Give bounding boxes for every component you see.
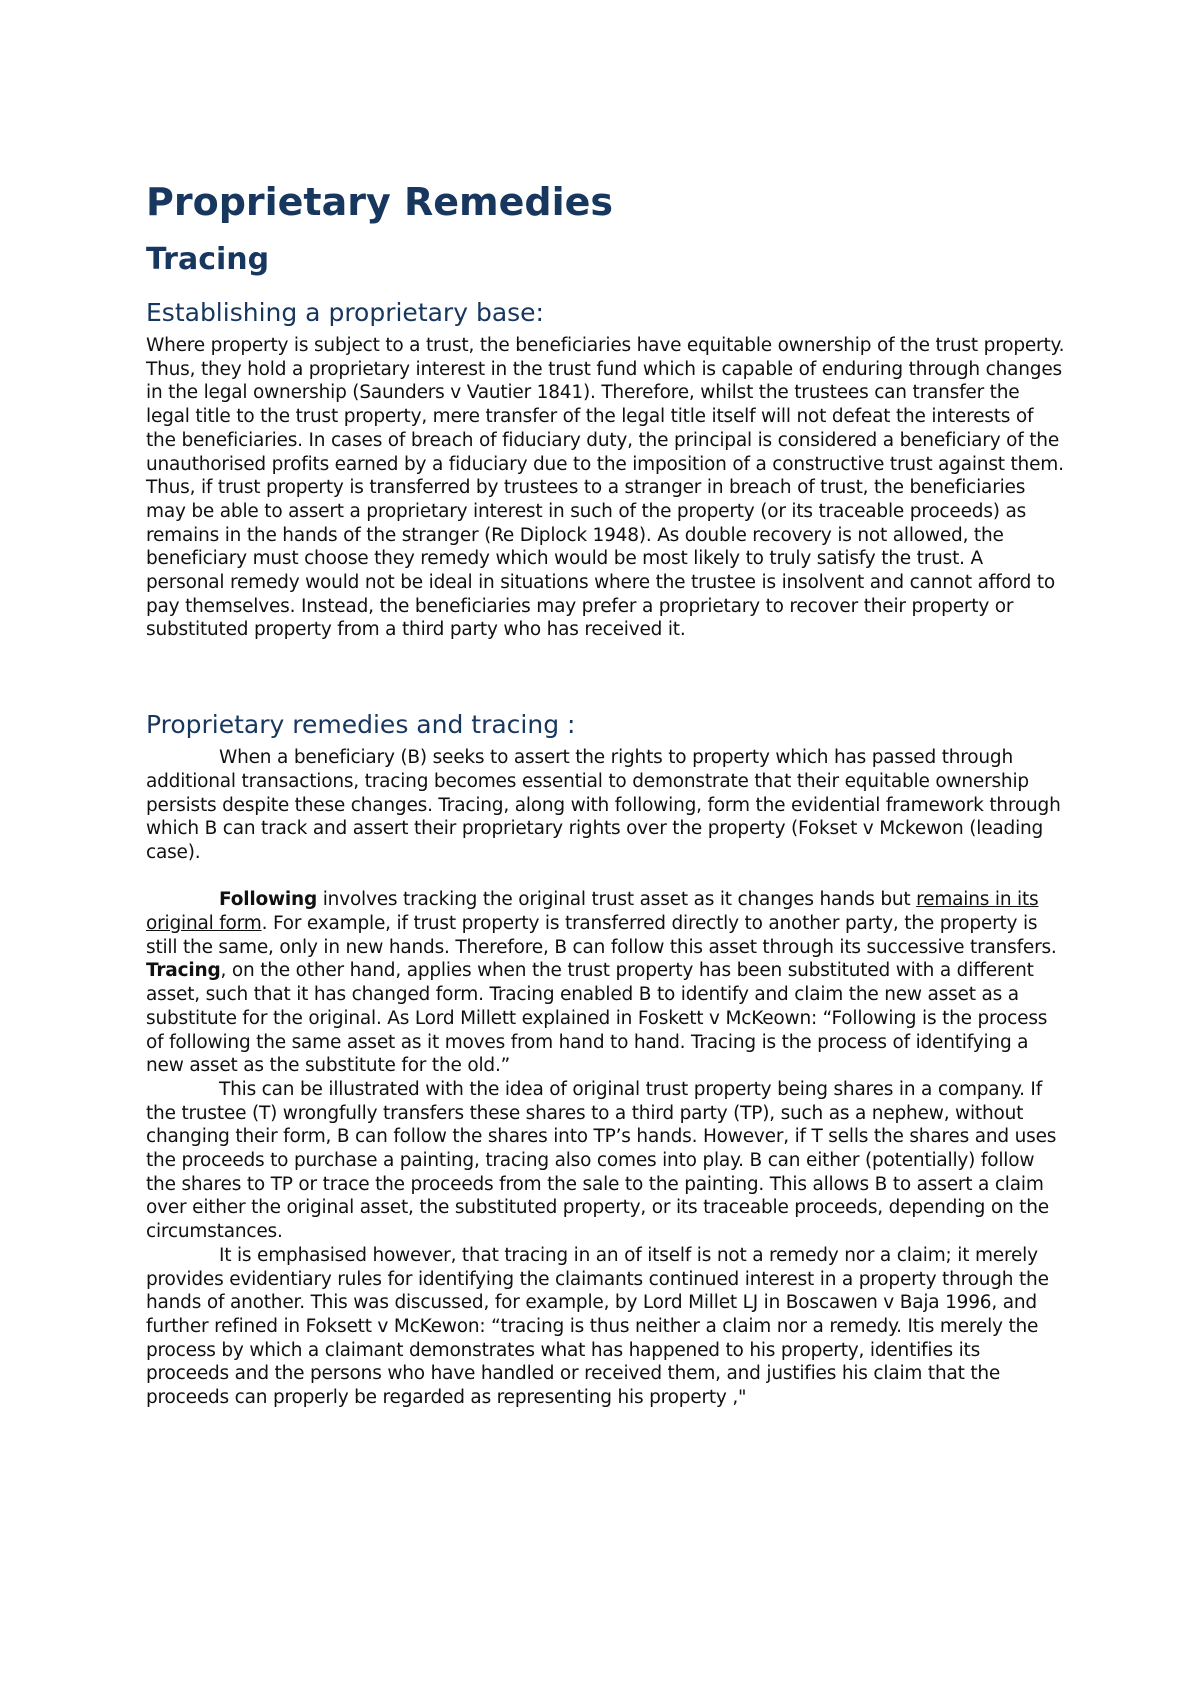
tracing-term: Tracing bbox=[146, 960, 221, 982]
section2-paragraph-3: This can be illustrated with the idea of original trust property being shares in a company. If the trustee (T) wrongfully transfers these shares to a third party (TP), such as a nephew, without changing their form, B can follow the shares into TP’s hands. However, if T sells the shares and uses the proceeds to purchase a painting, tracing also comes into play. B can either (potentially) follow the shares to TP or trace the proceeds from the sale to the painting. This allows B to assert a claim over either the original asset, the substituted property, or its traceable proceeds, depending on the circumstances. bbox=[146, 1078, 1057, 1243]
section2-paragraph-2 bbox=[146, 888, 1066, 1078]
section2-heading: Proprietary remedies and tracing : bbox=[146, 710, 576, 740]
document-page bbox=[146, 178, 1066, 1410]
following-term: Following bbox=[219, 889, 318, 911]
paragraph-text: . For example, if trust property is transferred directly to another party, the property is still the same, only in new hands. Therefore, B can follow this asset through its successive transfers. bbox=[146, 913, 1057, 958]
section2-paragraph-1: When a beneficiary (B) seeks to assert the rights to property which has passed through additional transactions, tracing becomes essential to demonstrate that their equitable ownership persists despite these changes. Tracing, along with following, form the evidential framework through which B can track and assert their proprietary rights over the property (Fokset v Mckewon (leading case). bbox=[146, 747, 1061, 863]
section1-heading: Establishing a proprietary base: bbox=[146, 298, 544, 327]
document-title: Proprietary Remedies bbox=[146, 180, 614, 224]
paragraph-text: , on the other hand, applies when the trust property has been substituted with a different asset, such that it has changed form. Tracing enabled B to identify and claim the new asset as a substitute for the original. As Lord Millett explained in Foskett v McKeown: “Following is the process of following the same asset as it moves from hand to hand. Tracing is the process of identifying a new asset as the substitute for the old.” bbox=[146, 960, 1048, 1077]
paragraph-text: involves tracking the original trust asset as it changes hands but bbox=[317, 889, 917, 911]
document-subtitle: Tracing bbox=[146, 242, 270, 277]
underlined-text: remains in its original form bbox=[146, 889, 1039, 935]
section2-paragraph-4: It is emphasised however, that tracing in an of itself is not a remedy nor a claim; it merely provides evidentiary rules for identifying the claimants continued interest in a property through the hands of another. This was discussed, for example, by Lord Millet LJ in Boscawen v Baja 1996, and further refined in Foksett v McKewon: “tracing is thus neither a claim nor a remedy. Itis merely the process by which a claimant demonstrates what has happened to his property, identifies its proceeds and the persons who have handled or received them, and justifies his claim that the proceeds can properly be regarded as representing his property ," bbox=[146, 1244, 1049, 1409]
section1-paragraph: Where property is subject to a trust, the beneficiaries have equitable ownership of the trust property. Thus, they hold a proprietary interest in the trust fund which is capable of enduring through changes in the legal ownership (Saunders v Vautier 1841). Therefore, whilst the trustees can transfer the legal title to the trust property, mere transfer of the legal title itself will not defeat the interests of the beneficiaries. In cases of breach of fiduciary duty, the principal is considered a beneficiary of the unauthorised profits earned by a fiduciary due to the imposition of a constructive trust against them. Thus, if trust property is transferred by trustees to a stranger in breach of trust, the beneficiaries may be able to assert a proprietary interest in such of the property (or its traceable proceeds) as remains in the hands of the stranger (Re Diplock 1948). As double recovery is not allowed, the beneficiary must choose they remedy which would be most likely to truly satisfy the trust. A personal remedy would not be ideal in situations where the trustee is insolvent and cannot afford to pay themselves. Instead, the beneficiaries may prefer a proprietary to recover their property or substituted property from a third party who has received it. bbox=[146, 335, 1065, 641]
